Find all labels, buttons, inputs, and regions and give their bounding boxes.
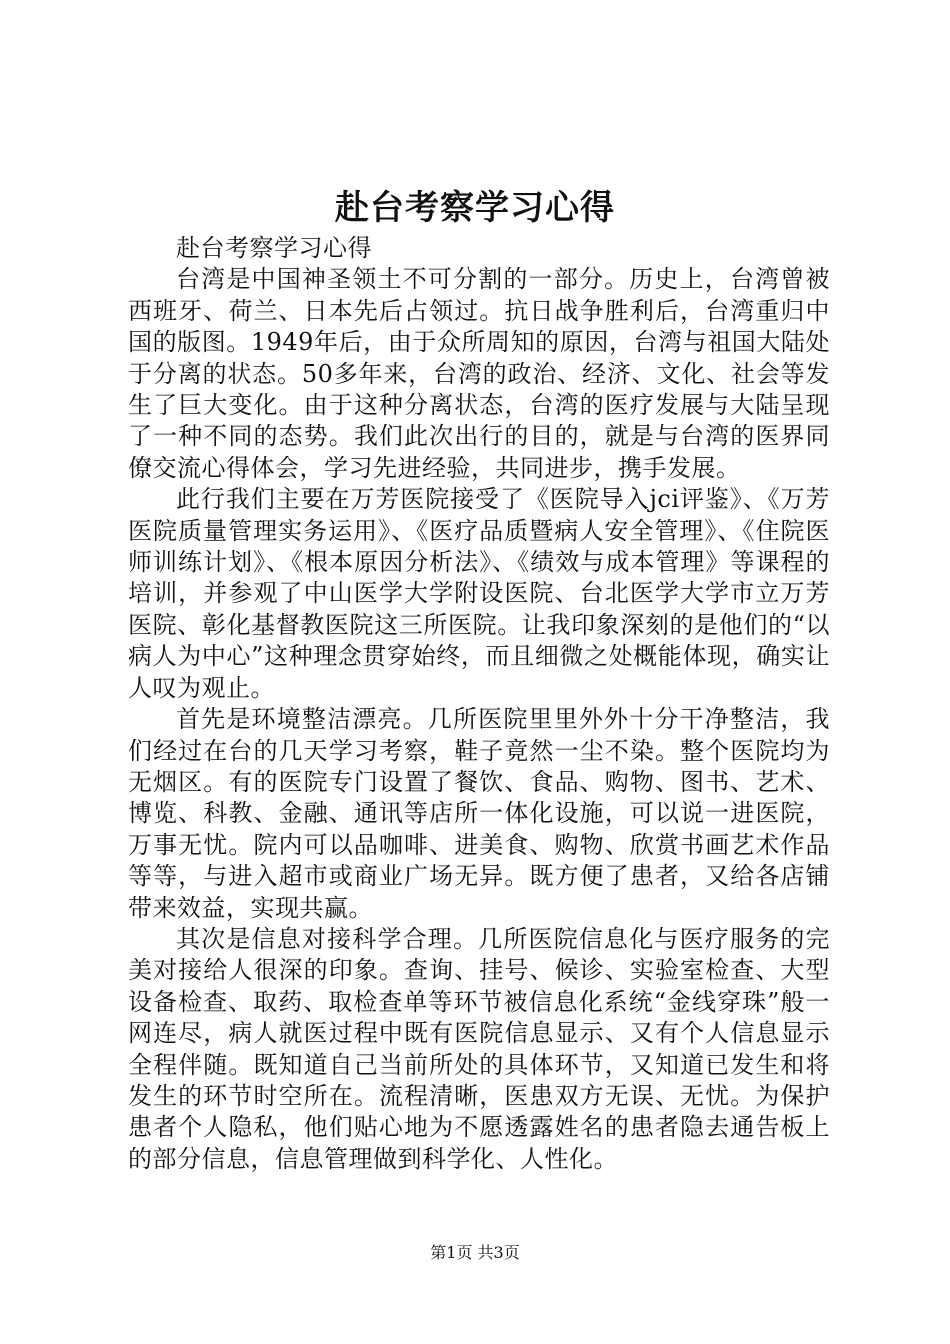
paragraph-information: 其次是信息对接科学合理。几所医院信息化与医疗服务的完美对接给人很深的印象。查询、挂号、候诊、实验室检查、大型设备检查、取药、取检查单等环节被信息化系统“金线穿珠”般一网连尽，病人就医过程中既有医院信息显示、又有个人信息显示全程伴随。既知道自己当前所处的具体环节，又知道已发生和将发生的环节时空所在。流程清晰，医患双方无误、无忧。为保护患者个人隐私，他们贴心地为不愿透露姓名的患者隐去通告板上的部分信息，信息管理做到科学化、人性化。 — [128, 924, 830, 1173]
page-footer: 第1页 共3页 — [430, 1243, 520, 1262]
document-body — [128, 233, 830, 1175]
paragraph-subtitle: 赴台考察学习心得 — [176, 234, 372, 262]
document-title: 赴台考察学习心得 — [335, 188, 615, 228]
paragraph-environment: 首先是环境整洁漂亮。几所医院里里外外十分干净整洁，我们经过在台的几天学习考察，鞋子竟然一尘不染。整个医院均为无烟区。有的医院专门设置了餐饮、食品、购物、图书、艺术、博览、科教、金融、通讯等店所一体化设施，可以说一进医院，万事无忧。院内可以品咖啡、进美食、购物、欣赏书画艺术作品等等，与进入超市或商业广场无异。既方便了患者，又给各店铺带来效益，实现共赢。 — [128, 705, 830, 922]
paragraph-intro: 台湾是中国神圣领土不可分割的一部分。历史上，台湾曾被西班牙、荷兰、日本先后占领过。抗日战争胜利后，台湾重归中国的版图。1949年后，由于众所周知的原因，台湾与祖国大陆处于分离的状态。50多年来，台湾的政治、经济、文化、社会等发生了巨大变化。由于这种分离状态，台湾的医疗发展与大陆呈现了一种不同的态势。我们此次出行的目的，就是与台湾的医界同僚交流心得体会，学习先进经验，共同进步，携手发展。 — [128, 265, 830, 482]
paragraph-training: 此行我们主要在万芳医院接受了《医院导入jci评鉴》、《万芳医院质量管理实务运用》、《医疗品质暨病人安全管理》、《住院医师训练计划》、《根本原因分析法》、《绩效与成本管理》等课程的培训，并参观了中山医学大学附设医院、台北医学大学市立万芳医院、彰化基督教医院这三所医院。让我印象深刻的是他们的“以病人为中心”这种理念贯穿始终，而且细微之处概能体现，确实让人叹为观止。 — [128, 485, 830, 702]
